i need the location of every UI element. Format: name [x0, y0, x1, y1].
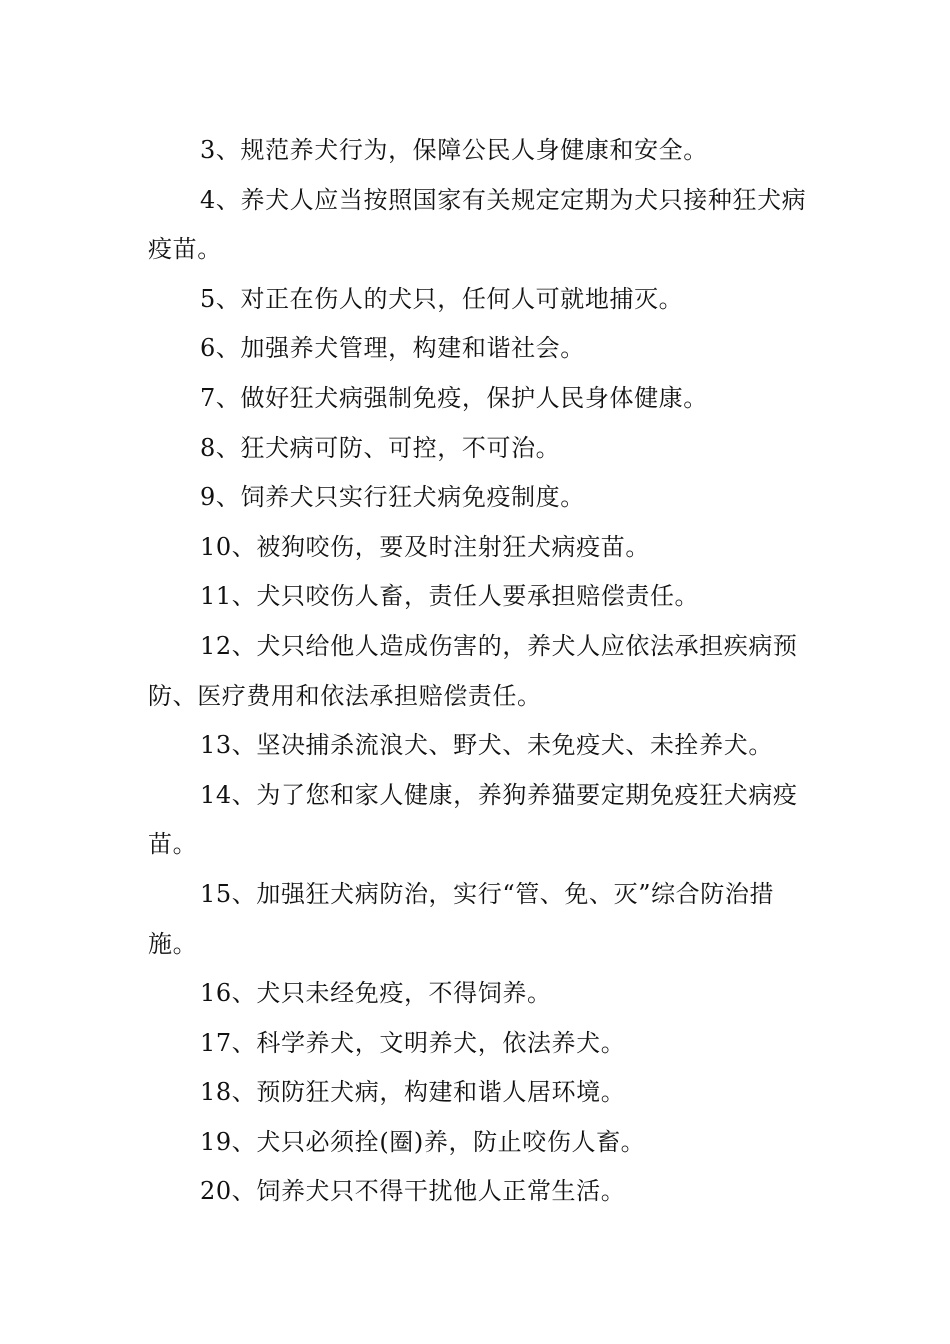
- paragraph-item-5: 5、对正在伤人的犬只，任何人可就地捕灭。: [200, 284, 684, 313]
- paragraph-item-7: 7、做好狂犬病强制免疫，保护人民身体健康。: [200, 383, 708, 412]
- paragraph-item-16: 16、犬只未经免疫，不得饲养。: [200, 979, 552, 1008]
- paragraph-item-6: 6、加强养犬管理，构建和谐社会。: [200, 334, 585, 363]
- paragraph-item-14: 14、为了您和家人健康，养狗养猫要定期免疫狂犬病疫苗。: [148, 780, 798, 859]
- paragraph-item-8: 8、狂犬病可防、可控，不可治。: [200, 433, 561, 462]
- paragraph-item-15: 15、加强狂犬病防治，实行“管、免、灭”综合防治措施。: [148, 879, 775, 958]
- paragraph-item-19: 19、犬只必须拴(圈)养，防止咬伤人畜。: [200, 1127, 646, 1156]
- paragraph-item-9: 9、饲养犬只实行狂犬病免疫制度。: [200, 483, 585, 512]
- paragraph-item-3: 3、规范养犬行为，保障公民人身健康和安全。: [200, 136, 708, 164]
- document-body: [148, 126, 808, 1217]
- paragraph-item-17: 17、科学养犬，文明养犬，依法养犬。: [200, 1028, 626, 1057]
- paragraph-item-20: 20、饲养犬只不得干扰他人正常生活。: [200, 1177, 626, 1206]
- paragraph-item-4: 4、养犬人应当按照国家有关规定定期为犬只接种狂犬病疫苗。: [148, 185, 807, 264]
- paragraph-item-18: 18、预防狂犬病，构建和谐人居环境。: [200, 1078, 626, 1107]
- paragraph-item-11: 11、犬只咬伤人畜，责任人要承担赔偿责任。: [200, 582, 700, 611]
- paragraph-item-13: 13、坚决捕杀流浪犬、野犬、未免疫犬、未拴养犬。: [200, 731, 773, 760]
- paragraph-item-10: 10、被狗咬伤，要及时注射狂犬病疫苗。: [200, 532, 650, 561]
- paragraph-item-12: 12、犬只给他人造成伤害的，养犬人应依法承担疾病预防、医疗费用和依法承担赔偿责任。: [148, 631, 798, 710]
